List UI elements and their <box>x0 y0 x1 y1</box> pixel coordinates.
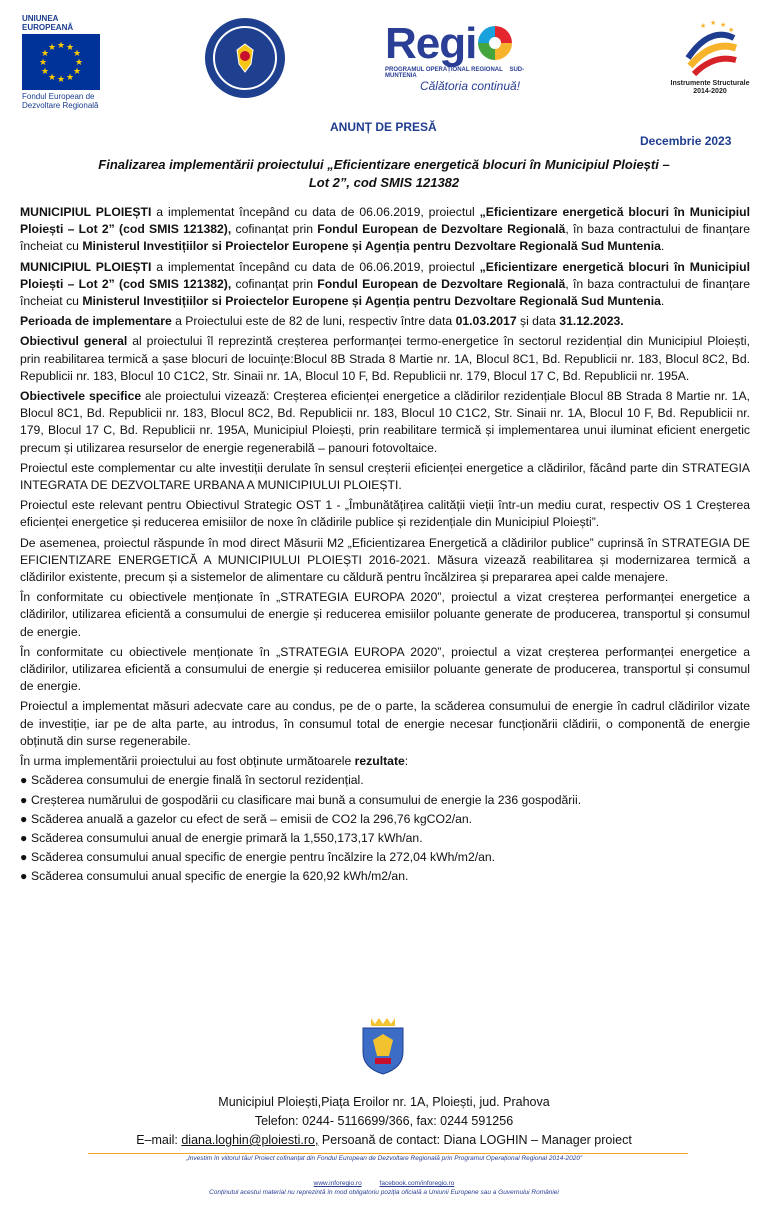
list-item: ● Scăderea consumului anual specific de energie la 620,92 kWh/m2/an. <box>20 868 750 885</box>
svg-text:★: ★ <box>40 67 50 77</box>
eu-logo-title: UNIUNEA EUROPEANĂ <box>22 14 74 32</box>
svg-text:★: ★ <box>65 43 75 53</box>
eu-fund-line2: Dezvoltare Regională <box>22 101 99 110</box>
subject-line2: Lot 2”, cod SMIS 121382 <box>308 175 460 190</box>
bottom-links <box>0 1179 768 1188</box>
government-seal-icon <box>205 18 285 98</box>
paragraph-complementary: Proiectul este complementar cu alte investiții derulate în sensul creșterii eficienței energetice a clădirilor, făcând parte din STRATEGIA INTEGRATA DE DEZVOLTARE URBANA A MUNICIPIULUI PLOIEȘTI. <box>20 460 750 493</box>
paragraph-general-objective: Obiectivul general al proiectului îl reprezintă creșterea performanței termo-energetice în sectorul rezidențial din Municipiul Ploiești, prin reabilitarea termică a șase blocuri de locuințe:Blocul 8B Strada 8 Martie nr. 1A, Blocul 8C1, Bd. Republicii nr. 183, Blocul 8C2, Bd. Republicii nr. 183, Blocul 10 C1C2, Str. Sinaii nr. 1A, Blocul 10 F, Bd. Republicii nr. 179, Blocul 17 C, Bd. Republicii nr. 195A. <box>20 334 750 383</box>
eu-fund-line1: Fondul European de <box>22 92 95 101</box>
svg-text:★: ★ <box>710 19 717 27</box>
svg-text:★: ★ <box>700 22 707 30</box>
logo-band <box>0 0 768 110</box>
regio-slogan: Călătoria continuă! <box>419 79 521 93</box>
paragraph-measures: Proiectul a implementat măsuri adecvate care au condus, pe de o parte, la scăderea consumului de energie în cadrul clădirilor vizate de investiție, iar pe de alta parte, au introdus, în consumul total de energie necesar funcționării clădirii, o componentă de energie obținută din surse regenerabile. <box>20 699 750 748</box>
list-item: ● Scăderea consumului de energie finală în sectorul rezidențial. <box>20 772 750 789</box>
ploiesti-coat-of-arms-icon <box>357 1016 409 1076</box>
svg-text:★: ★ <box>56 75 66 85</box>
results-list <box>20 772 750 885</box>
bullet-icon: ● <box>20 792 28 807</box>
eu-logo <box>22 14 106 110</box>
regio-sub-right: SUD-MUNTENIA <box>385 67 525 79</box>
instr-line2: 2014-2020 <box>693 88 727 95</box>
regio-word: Regi <box>385 19 477 68</box>
press-release-date: Decembrie 2023 <box>640 134 732 148</box>
bullet-icon: ● <box>20 773 28 788</box>
bullet-icon: ● <box>20 869 28 884</box>
contact-footer <box>0 1093 768 1150</box>
paragraph-intro: MUNICIPIUL PLOIEȘTI a implementat începând cu data de 06.06.2019, proiectul „Eficientizare energetică blocuri în Municipiul Ploiești – Lot 2” (cod SMIS 121382), cofinanțat prin Fondul European de Dezvoltare Regională, în baza contractului de finanțare încheiat cu Ministerul Investițiilor si Proiectelor Europene și Agenția pentru Dezvoltare Regională Sud Muntenia. <box>20 205 751 254</box>
list-item: ● Scăderea consumului anual de energie primară la 1,550,173,17 kWh/an. <box>20 830 750 847</box>
svg-text:★: ★ <box>72 49 82 59</box>
svg-text:★: ★ <box>47 43 57 53</box>
structural-instruments-icon <box>678 18 742 80</box>
regio-sub-left: PROGRAMUL OPERAȚIONAL REGIONAL <box>385 67 503 73</box>
svg-text:★: ★ <box>56 41 66 51</box>
list-item: ● Scăderea anuală a gazelor cu efect de seră – emisii de CO2 la 296,76 kgCO2/an. <box>20 811 750 828</box>
paragraph-relevance: Proiectul este relevant pentru Obiectivul Strategic OST 1 - „Îmbunătățirea calității vieții într-un mediu curat, respectiv OS 1 Creșterea eficienței energetice și reducerea emisiilor de noxe în clădirile publice și rezidențiale din Municipiul Ploiești”. <box>20 498 750 530</box>
bullet-icon: ● <box>20 811 28 826</box>
subject-line1: Finalizarea implementării proiectului „Eficientizare energetică blocuri în Municipiul Ploiești – <box>98 157 670 172</box>
svg-text:★: ★ <box>47 73 57 83</box>
svg-text:★: ★ <box>38 58 48 68</box>
svg-text:★: ★ <box>720 21 727 29</box>
email-link[interactable]: diana.loghin@ploiesti.ro, <box>181 1133 319 1147</box>
bullet-icon: ● <box>20 830 28 845</box>
regio-o-icon <box>478 26 512 60</box>
footer-phone: Telefon: 0244- 5116699/366, fax: 0244 591256 <box>254 1114 514 1128</box>
subject-heading <box>20 156 748 192</box>
paragraph-measure: De asemenea, proiectul răspunde în mod direct Măsurii M2 „Eficientizarea Energetică a clădirilor publice” cuprinsă în STRATEGIA DE EFICIENTIZARE ENERGETICĂ A MUNICIPIULUI PLOIEȘTI 2016-2021. Măsura vizează reabilitarea și modernizarea termică a clădirilor existente, precum și a sistemelor de alimentare cu căldură pentru încălzirea și prepararea apei calde menajere. <box>20 535 750 585</box>
bottom-tagline: „Investim în viitorul tău! Proiect cofinanțat din Fondul European de Dezvoltare Regională prin Programul Operațional Regional 2014-2020” <box>185 1155 583 1162</box>
svg-text:★: ★ <box>728 26 735 34</box>
svg-text:★: ★ <box>40 49 50 59</box>
instr-line1: Instrumente Structurale <box>670 80 750 87</box>
footer-contact: E–mail: diana.loghin@ploiesti.ro, Persoană de contact: Diana LOGHIN – Manager proiect <box>136 1133 632 1147</box>
bullet-icon: ● <box>20 850 28 865</box>
facebook-link[interactable]: facebook.com/inforegio.ro <box>379 1180 455 1187</box>
paragraph-europa-2020-repeat: În conformitate cu obiectivele menționate în „STRATEGIA EUROPA 2020”, proiectul a vizat creșterea performanței energetice a clădirilor, utilizarea eficientă a consumului de energie și reducerea emisiilor poluante generate de producerea, transportul și consumul de energie. <box>20 644 750 694</box>
svg-text:★: ★ <box>65 73 75 83</box>
structural-instruments-logo <box>665 18 755 96</box>
paragraph-specific-objectives: Obiectivele specifice ale proiectului vizează: Creșterea eficienței energetice a clădirilor rezidențiale Blocul 8B Strada 8 Martie nr. 1A, Blocul 8C1, Bd. Republicii nr. 183, Blocul 8C2, Bd. Republicii nr. 183, Blocul 10 C1C2, Str. Sinaii nr. 1A, Blocul 10 F, Bd. Republicii nr. 179, Blocul 17 C, Bd. Republicii nr. 195A, Municipiul Ploiești, prin reabilitare termică și implementarea unui iluminat eficient energetic precum și utilizarea resurselor de energie regenerabilă – panouri fotovoltaice. <box>20 389 750 455</box>
paragraph-intro-repeat: MUNICIPIUL PLOIEȘTI a implementat începând cu data de 06.06.2019, proiectul „Eficientizare energetică blocuri în Municipiul Ploiești – Lot 2” (cod SMIS 121382), cofinanțat prin Fondul European de Dezvoltare Regională, în baza contractului de finanțare încheiat cu Ministerul Investițiilor si Proiectelor Europene și Agenția pentru Dezvoltare Regională Sud Muntenia. <box>20 259 751 309</box>
svg-text:★: ★ <box>74 58 84 68</box>
paragraph-results-intro: În urma implementării proiectului au fost obținute următoarele rezultate: <box>20 754 409 769</box>
regio-logo <box>385 19 555 93</box>
list-item: ● Scăderea consumului anual specific de energie pentru încălzire la 272,04 kWh/m2/an. <box>20 849 750 866</box>
body-text <box>20 204 750 888</box>
inforegio-link[interactable]: www.inforegio.ro <box>313 1180 362 1187</box>
list-item: ● Creșterea numărului de gospodării cu clasificare mai bună a consumului de energie la 236 gospodării. <box>20 792 750 809</box>
bottom-strip <box>0 1154 768 1197</box>
paragraph-period: Perioada de implementare a Proiectului este de 82 de luni, respectiv între data 01.03.2017 și data 31.12.2023. <box>20 314 624 329</box>
paragraph-europa-2020: În conformitate cu obiectivele menționate în „STRATEGIA EUROPA 2020”, proiectul a vizat creșterea performanței energetice a clădirilor, utilizarea eficientă a consumului de energie și reducerea emisiilor poluante generate de producerea, transportul și consumul de energie. <box>20 590 750 639</box>
bottom-disclaimer: Conținutul acestui material nu reprezintă în mod obligatoriu poziția oficială a Uniunii Europene sau a Guvernului României <box>209 1189 559 1196</box>
press-release-title: ANUNȚ DE PRESĂ <box>330 120 437 134</box>
svg-text:★: ★ <box>72 67 82 77</box>
footer-address: Municipiul Ploiești,Piața Eroilor nr. 1A, Ploiești, jud. Prahova <box>218 1095 550 1109</box>
eu-flag-icon <box>22 34 100 90</box>
